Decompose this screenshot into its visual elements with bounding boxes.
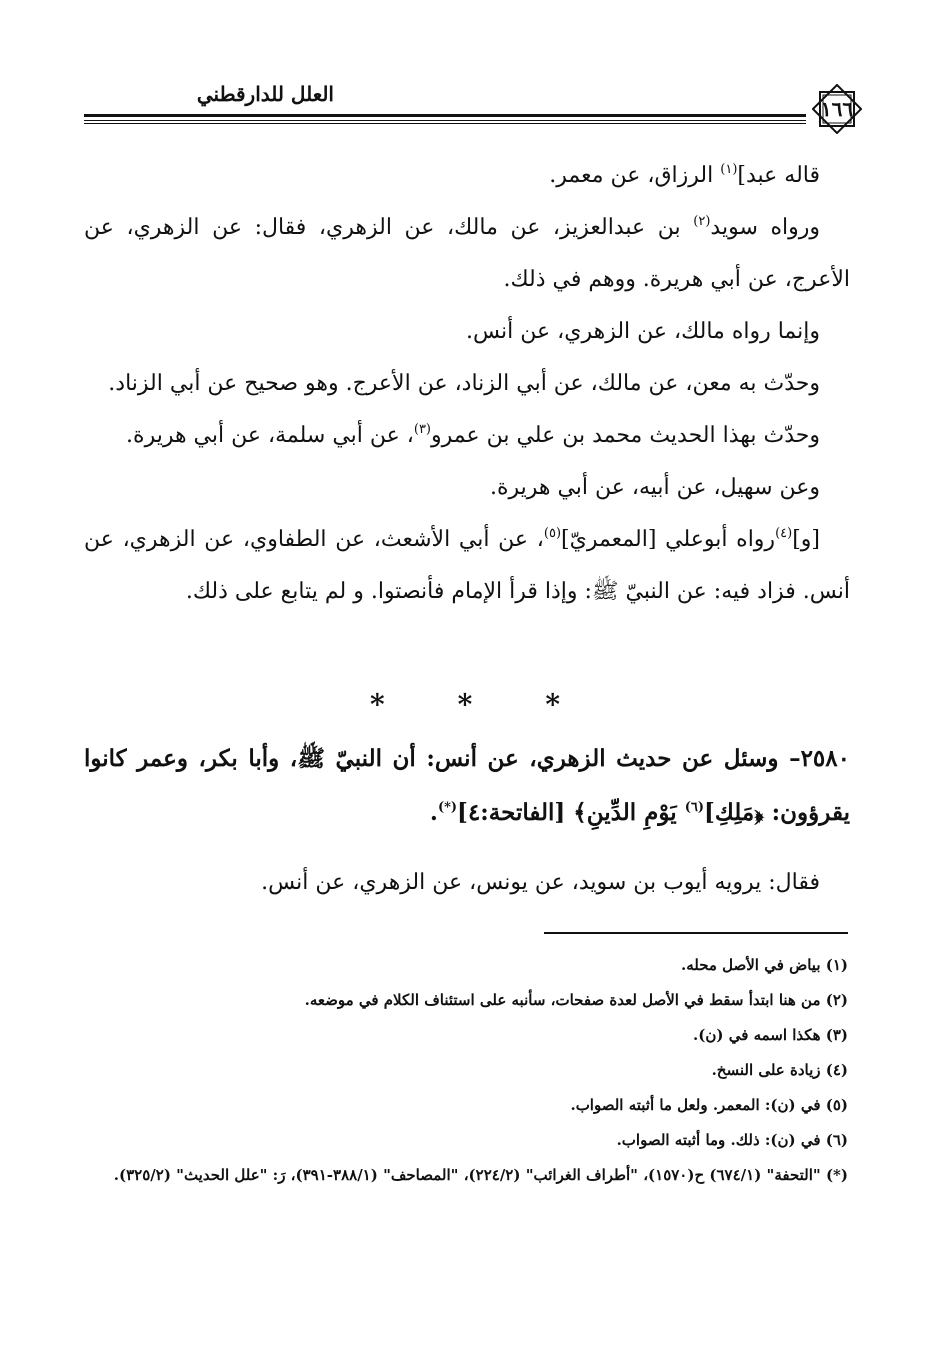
footnote: (١) بياض في الأصل محله. — [680, 956, 848, 974]
paragraph-7 — [84, 514, 850, 618]
footnote-ref: (٥) — [543, 526, 562, 541]
text-run: [و] — [792, 527, 820, 552]
paragraph-4: وحدّث به معن، عن مالك، عن أبي الزناد، عن الأعرج. وهو صحيح عن أبي الزناد. — [108, 371, 820, 396]
footnote-ref: (١) — [720, 162, 738, 177]
text-run: بن عبدالعزيز، عن مالك، عن الزهري، فقال: عن الزهري، عن الأعرج، عن أبي هريرة. ووهم في ذلك. — [84, 215, 850, 292]
separator-star: * — [370, 688, 385, 721]
paragraph-6: وعن سهيل، عن أبيه، عن أبي هريرة. — [489, 475, 820, 500]
separator-star: * — [457, 688, 473, 721]
text-run: وحدّث بهذا الحديث محمد بن علي بن عمرو — [431, 423, 820, 448]
hadith-answer — [84, 857, 850, 909]
footnote: (٣) هكذا اسمه في (ن). — [693, 1026, 848, 1044]
text-run: الرزاق، عن معمر. — [549, 163, 721, 188]
hadith-heading — [84, 732, 850, 840]
paragraph-5 — [84, 410, 850, 462]
footnote: (٢) من هنا ابتدأ سقط في الأصل لعدة صفحات، سأنبه على استئناف الكلام في موضعه. — [304, 991, 848, 1009]
text-run: . — [429, 799, 438, 826]
footnote-divider — [544, 932, 848, 934]
text-run: يَوْمِ الدِّينِ﴾ [الفاتحة:٤] — [457, 799, 685, 826]
paragraph-2 — [84, 202, 850, 306]
separator-star: * — [545, 688, 560, 721]
book-title: العلل للدارقطني — [196, 82, 334, 106]
text-run: قاله عبد] — [737, 163, 820, 188]
header-rule-thin — [84, 120, 806, 121]
page-number-badge — [812, 84, 862, 134]
main-text — [84, 150, 850, 618]
header-rule-thick — [84, 114, 806, 117]
footnote-ref: (٣) — [413, 422, 431, 437]
paragraph-3: وإنما رواه مالك، عن الزهري، عن أنس. — [466, 319, 820, 344]
page-header — [84, 72, 864, 132]
footnote-ref: (٦) — [684, 800, 704, 815]
section-separator — [370, 688, 560, 721]
footnotes — [70, 948, 848, 1193]
header-rule-thin — [84, 123, 806, 124]
footnote: (*) "التحفة" (٦٧٤/١) ح(١٥٧٠)، "أطراف الغرائب" (٢٢٤/٢)، "المصاحف" (٣٨٨/١-٣٩١)، رَ: "علل الحديث" (٣٢٥/٢). — [113, 1166, 848, 1184]
footnote: (٤) زيادة على النسخ. — [711, 1061, 848, 1079]
text-run: ٢٥٨٠– وسئل عن حديث الزهري، عن أنس: أن النبيّ ﷺ، وأبا بكر، وعمر كانوا يقرؤون: ﴿مَلِكِ] — [84, 745, 850, 826]
footnote-ref: (*) — [437, 800, 458, 815]
footnote-ref: (٤) — [775, 526, 793, 541]
paragraph-1 — [84, 150, 850, 202]
footnote-ref: (٢) — [693, 214, 711, 229]
answer-paragraph: فقال: يرويه أيوب بن سويد، عن يونس، عن الزهري، عن أنس. — [261, 870, 820, 895]
text-run: ، عن أبي سلمة، عن أبي هريرة. — [126, 423, 414, 448]
footnote: (٦) في (ن): ذلك. وما أثبته الصواب. — [616, 1131, 848, 1149]
text-run: ورواه سويد — [710, 215, 820, 240]
text-run: رواه أبوعلي [المعمريّ] — [561, 527, 776, 552]
page-number: ١٦٦ — [820, 97, 854, 121]
text-run: ، عن أبي الأشعث، عن الطفاوي، عن الزهري، عن أنس. فزاد فيه: عن النبيّ ﷺ: وإذا قرأ الإمام فأنصتوا. و لم يتابع على ذلك. — [84, 527, 850, 604]
footnote: (٥) في (ن): المعمر. ولعل ما أثبته الصواب. — [570, 1096, 848, 1114]
hadith-question — [84, 732, 850, 840]
